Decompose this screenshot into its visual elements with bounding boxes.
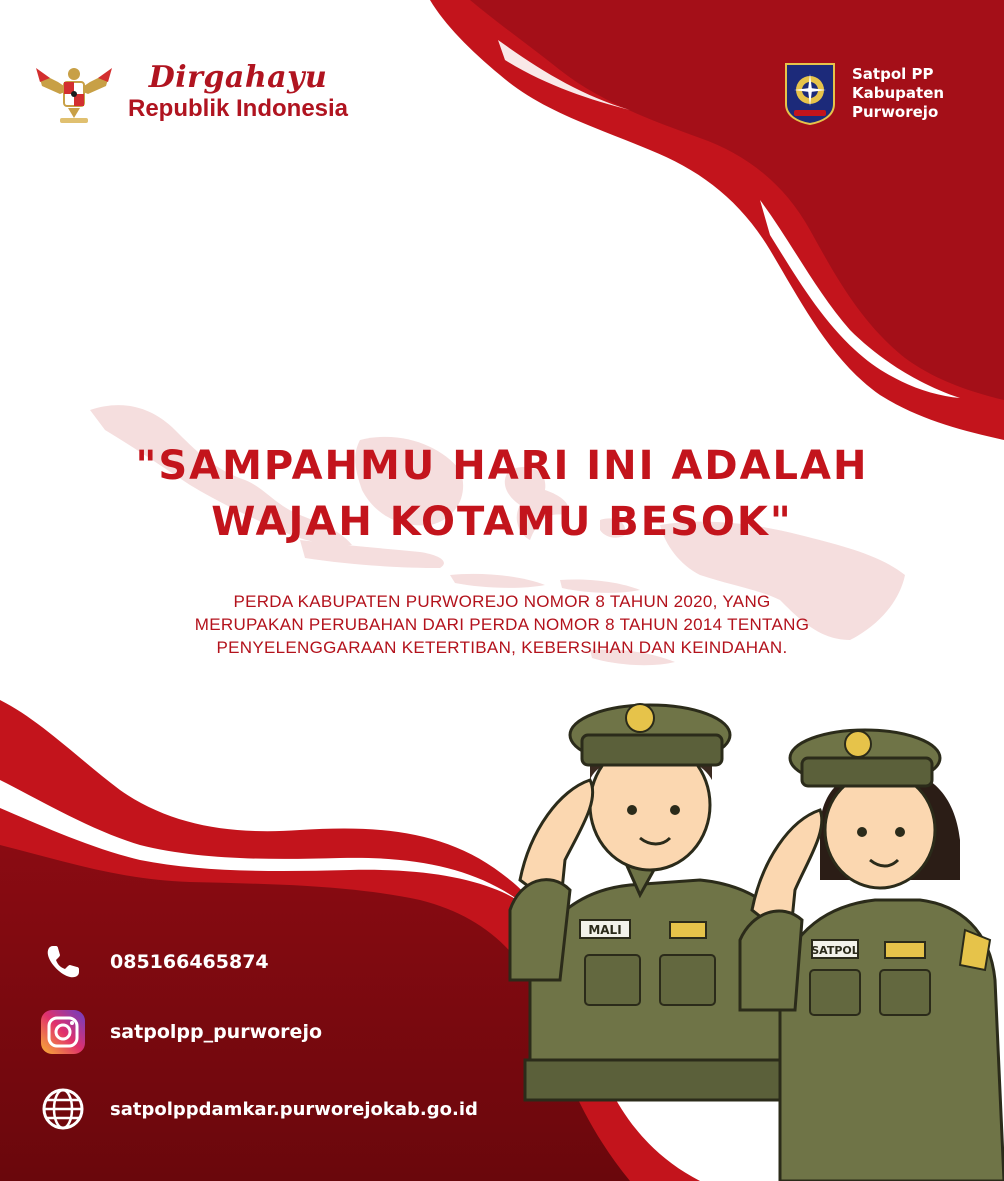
agency-line-3: Purworejo: [852, 102, 939, 121]
instagram-handle[interactable]: satpolpp_purworejo: [110, 1021, 323, 1043]
greeting-script: Dirgahayu: [148, 60, 328, 95]
regulation-line-2: MERUPAKAN PERUBAHAN DARI PERDA NOMOR 8 TAHUN 2014 TENTANG: [194, 615, 810, 634]
phone-number[interactable]: 085166465874: [110, 951, 269, 973]
garuda-pancasila-icon: [30, 60, 118, 124]
agency-name: [852, 65, 944, 122]
contact-phone[interactable]: [40, 939, 269, 985]
regulation-line-3: PENYELENGGARAAN KETERTIBAN, KEBERSIHAN DAN KEINDAHAN.: [216, 638, 788, 657]
agency-line-2: Kabupaten: [852, 83, 945, 102]
contact-instagram[interactable]: [40, 1009, 322, 1055]
globe-icon: [40, 1086, 86, 1132]
greeting-main: Republik Indonesia: [128, 95, 349, 122]
anniversary-header: [30, 60, 348, 124]
male-name-tag: MALI: [588, 923, 622, 937]
agency-line-1: Satpol PP: [852, 64, 934, 83]
website-url[interactable]: satpolppdamkar.purworejokab.go.id: [110, 1098, 478, 1120]
phone-icon: [40, 939, 86, 985]
instagram-icon: [40, 1009, 86, 1055]
greeting: [128, 60, 349, 122]
satpol-pp-emblem-icon: [782, 60, 838, 126]
headline-line-1: "SAMPAHMU HARI INI ADALAH: [135, 443, 869, 489]
agency-header: [782, 60, 944, 126]
female-name-tag: SATPOL: [811, 944, 859, 957]
regulation-line-1: PERDA KABUPATEN PURWOREJO NOMOR 8 TAHUN 2020, YANG: [233, 592, 771, 611]
saluting-officers-illustration: [490, 680, 1004, 1181]
female-officer: [740, 730, 1004, 1181]
headline-line-2: WAJAH KOTAMU BESOK": [211, 499, 793, 545]
headline: [40, 438, 964, 550]
contact-website[interactable]: [40, 1086, 478, 1132]
regulation-text: [60, 590, 944, 659]
